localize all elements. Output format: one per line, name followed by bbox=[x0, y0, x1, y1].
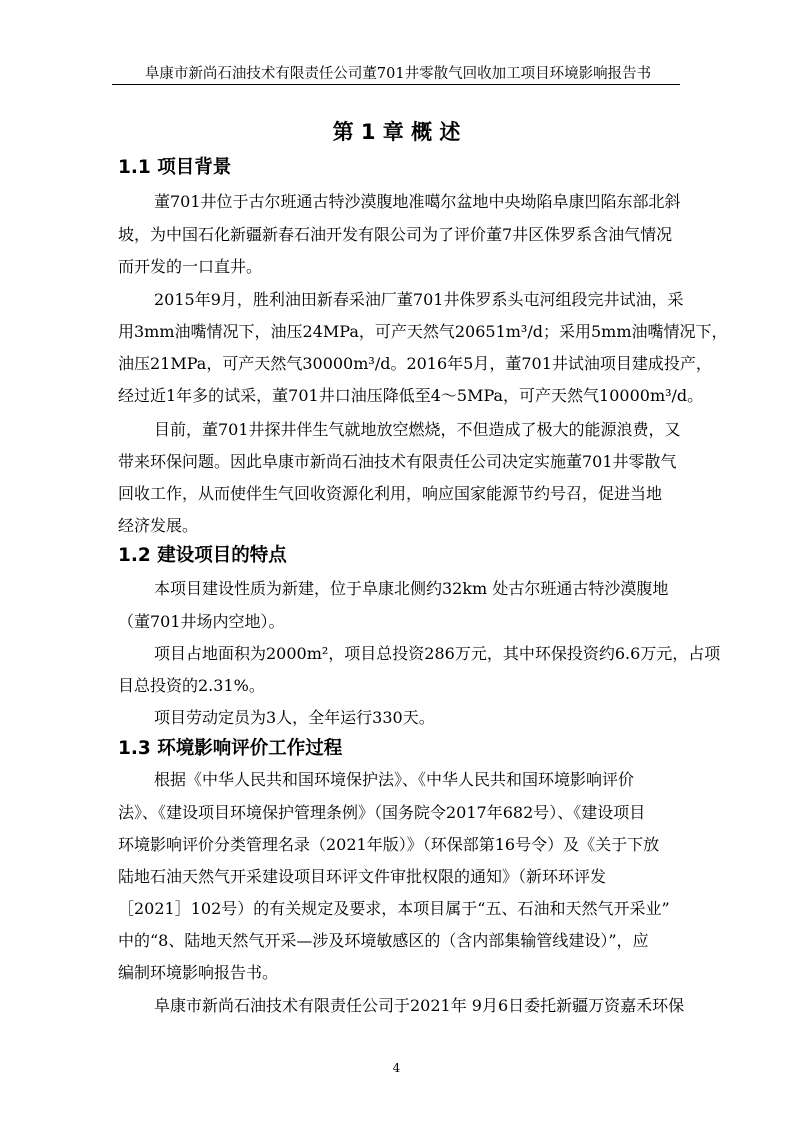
paragraph-line: 本项目建设性质为新建，位于阜康北侧约32km 处古尔班通古特沙漠腹地 bbox=[154, 579, 669, 598]
paragraph-line: 陆地石油天然气开采建设项目环评文件审批权限的通知》（新环环评发 bbox=[118, 867, 607, 886]
page-number: 4 bbox=[392, 1061, 401, 1075]
paragraph-line: 用3mm油嘴情况下，油压24MPa，可产天然气20651m³/d；采用5mm油嘴情况下， bbox=[118, 322, 728, 341]
paragraph-line: 法》、《建设项目环境保护管理条例》（国务院令2017年682号）、《建设项目 bbox=[118, 803, 646, 822]
header-rule bbox=[112, 84, 680, 85]
section-heading-1-1: 1.1 项目背景 bbox=[118, 157, 232, 178]
section-heading-1-3: 1.3 环境影响评价工作过程 bbox=[118, 738, 343, 759]
paragraph-line: 中的“8、陆地天然气开采—涉及环境敏感区的（含内部集输管线建设）”，应 bbox=[118, 931, 649, 950]
chapter-title: 第 1 章 概 述 bbox=[332, 120, 461, 144]
paragraph-line: 环境影响评价分类管理名录（2021年版）》（环保部第16号令）及《关于下放 bbox=[118, 835, 660, 854]
section-heading-1-2: 1.2 建设项目的特点 bbox=[118, 545, 287, 566]
paragraph-line: 董701井位于古尔班通古特沙漠腹地准噶尔盆地中央坳陷阜康凹陷东部北斜 bbox=[154, 192, 681, 211]
running-header: 阜康市新尚石油技术有限责任公司董701井零散气回收加工项目环境影响报告书 bbox=[144, 66, 652, 82]
paragraph-line: 而开发的一口直井。 bbox=[118, 257, 263, 276]
paragraph-line: 目前，董701井探井伴生气就地放空燃烧，不但造成了极大的能源浪费，又 bbox=[154, 420, 681, 439]
paragraph-line: （董701井场内空地）。 bbox=[118, 612, 285, 631]
paragraph-line: 油压21MPa，可产天然气30000m³/d。2016年5月，董701井试油项目建成投产， bbox=[118, 354, 712, 373]
paragraph-line: 坡，为中国石化新疆新春石油开发有限公司为了评价董7井区侏罗系含油气情况 bbox=[118, 225, 673, 244]
paragraph-line: 经济发展。 bbox=[118, 516, 199, 535]
paragraph-line: 阜康市新尚石油技术有限责任公司于2021年 9月6日委托新疆万资嘉禾环保 bbox=[154, 996, 685, 1015]
paragraph-line: 回收工作，从而使伴生气回收资源化利用，响应国家能源节约号召，促进当地 bbox=[118, 484, 663, 503]
paragraph-line: 项目占地面积为2000m²，项目总投资286万元，其中环保投资约6.6万元，占项 bbox=[154, 644, 721, 663]
paragraph-line: 编制环境影响报告书。 bbox=[118, 963, 279, 982]
paragraph-line: 带来环保问题。因此阜康市新尚石油技术有限责任公司决定实施董701井零散气 bbox=[118, 452, 677, 471]
paragraph-line: 目总投资的2.31%。 bbox=[118, 676, 265, 695]
paragraph-line: 经过近1年多的试采，董701井口油压降低至4～5MPa，可产天然气10000m³/d。 bbox=[118, 386, 704, 405]
paragraph-line: ［2021］102号）的有关规定及要求，本项目属于“五、石油和天然气开采业” bbox=[118, 899, 670, 918]
paragraph-line: 项目劳动定员为3人，全年运行330天。 bbox=[154, 708, 435, 727]
paragraph-line: 根据《中华人民共和国环境保护法》、《中华人民共和国环境影响评价 bbox=[154, 770, 635, 789]
paragraph-line: 2015年9月，胜利油田新春采油厂董701井侏罗系头屯河组段完井试油，采 bbox=[154, 290, 684, 309]
